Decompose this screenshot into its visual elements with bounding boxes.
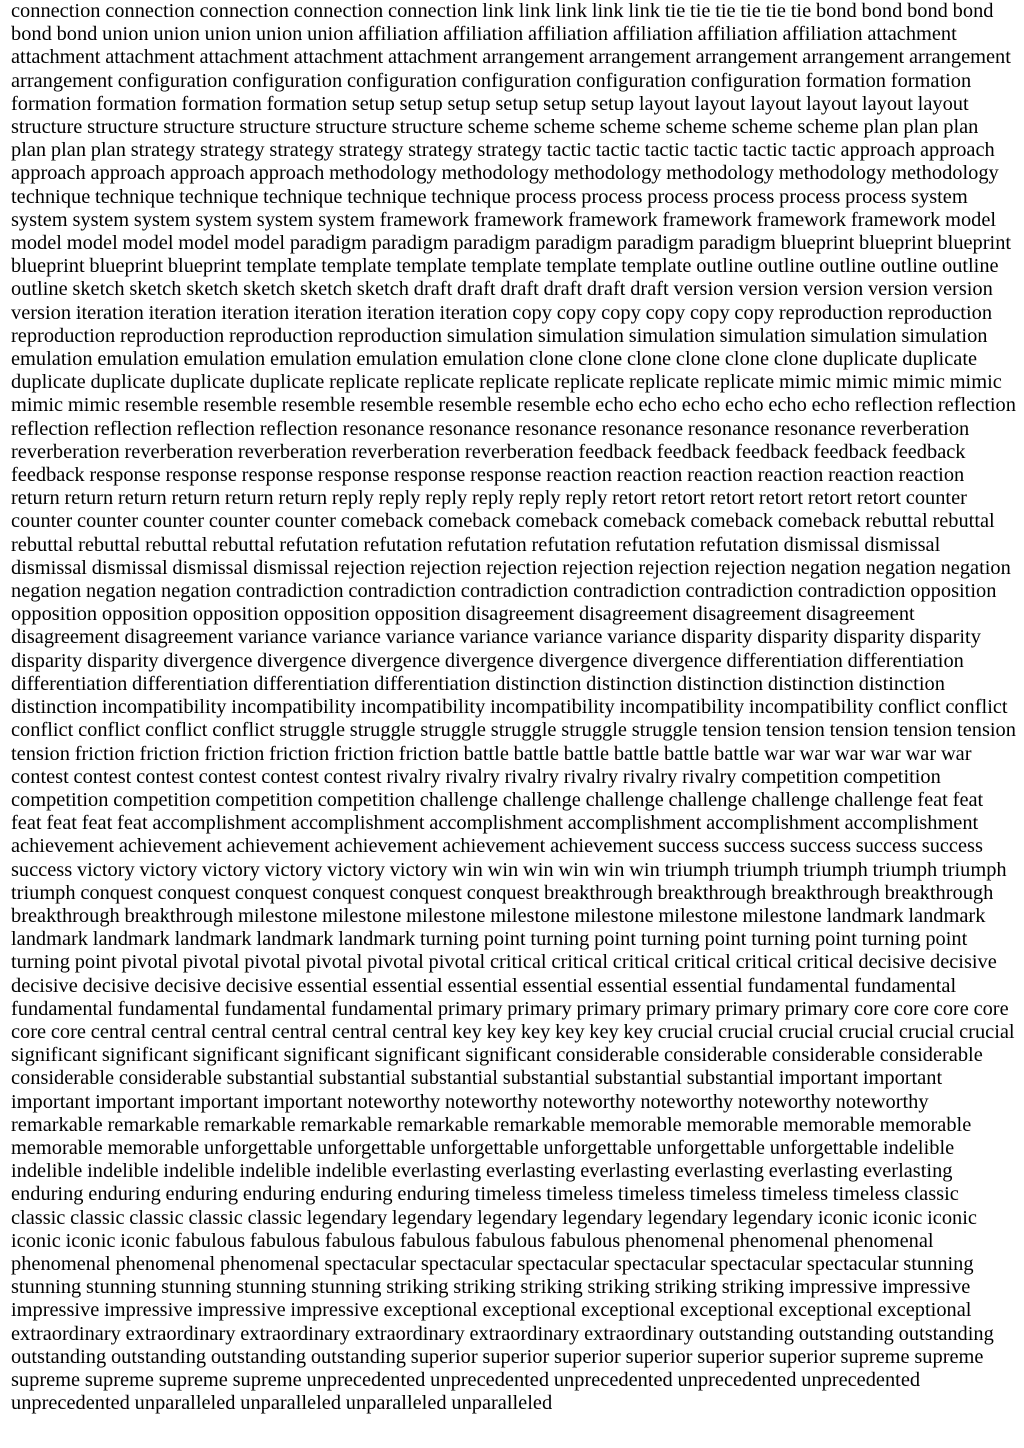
body-text: connection connection connection connection connection link link link link link tie tie tie tie tie tie bond bond bond bond bond bond union union union union union affiliation affiliation affiliation affiliation affiliation affiliation attachment attachment attachment attachment attachment attachment arrangement arrangement arrangement arrangement arrangement arrangement configuration configuration configuration configuration configuration configuration formation formation formation formation formation formation setup setup setup setup setup setup layout layout layout layout layout layout structure structure structure structure structure structure scheme scheme scheme scheme scheme scheme plan plan plan plan plan plan strategy strategy strategy strategy strategy strategy tactic tactic tactic tactic tactic tactic approach approach approach approach approach approach methodology methodology methodology methodology methodology methodology technique technique technique technique technique technique process process process process process process system system system system system system system framework framework framework framework framework framework model model model model model model paradigm paradigm paradigm paradigm paradigm paradigm blueprint blueprint blueprint blueprint blueprint blueprint template template template template template template outline outline outline outline outline outline sketch sketch sketch sketch sketch sketch draft draft draft draft draft draft version version version version version version iteration iteration iteration iteration iteration iteration copy copy copy copy copy copy reproduction reproduction reproduction reproduction reproduction reproduction simulation simulation simulation simulation simulation simulation emulation emulation emulation emulation emulation emulation clone clone clone clone clone clone duplicate duplicate duplicate duplicate duplicate duplicate replicate replicate replicate replicate replicate replicate mimic mimic mimic mimic mimic mimic resemble resemble resemble resemble resemble resemble echo echo echo echo echo echo reflection reflection reflection reflection reflection reflection resonance resonance resonance resonance resonance resonance reverberation reverberation reverberation reverberation reverberation reverberation feedback feedback feedback feedback feedback feedback response response response response response response reaction reaction reaction reaction reaction reaction return return return return return return reply reply reply reply reply reply retort retort retort retort retort retort counter counter counter counter counter counter comeback comeback comeback comeback comeback comeback rebuttal rebuttal rebuttal rebuttal rebuttal rebuttal refutation refutation refutation refutation refutation refutation dismissal dismissal dismissal dismissal dismissal dismissal rejection rejection rejection rejection rejection rejection negation negation negation negation negation negation contradiction contradiction contradiction contradiction contradiction contradiction opposition opposition opposition opposition opposition opposition disagreement disagreement disagreement disagreement disagreement disagreement variance variance variance variance variance variance disparity disparity disparity disparity disparity disparity divergence divergence divergence divergence divergence divergence differentiation differentiation differentiation differentiation differentiation differentiation distinction distinction distinction distinction distinction distinction incompatibility incompatibility incompatibility incompatibility incompatibility incompatibility conflict conflict conflict conflict conflict conflict struggle struggle struggle struggle struggle struggle tension tension tension tension tension tension friction friction friction friction friction friction battle battle battle battle battle battle war war war war war war contest contest contest contest contest contest rivalry rivalry rivalry rivalry rivalry rivalry competition competition competition competition competition competition challenge challenge challenge challenge challenge challenge feat feat feat feat feat feat accomplishment accomplishment accomplishment accomplishment accomplishment accomplishment achievement achievement achievement achievement achievement achievement success success success success success success victory victory victory victory victory victory win win win win win win triumph triumph triumph triumph triumph triumph conquest conquest conquest conquest conquest conquest breakthrough breakthrough breakthrough breakthrough breakthrough breakthrough milestone milestone milestone milestone milestone milestone milestone landmark landmark landmark landmark landmark landmark landmark turning point turning point turning point turning point turning point turning point pivotal pivotal pivotal pivotal pivotal pivotal critical critical critical critical critical critical decisive decisive decisive decisive decisive decisive essential essential essential essential essential essential fundamental fundamental fundamental fundamental fundamental fundamental primary primary primary primary primary primary core core core core core core central central central central central central key key key key key key crucial crucial crucial crucial crucial crucial significant significant significant significant significant significant considerable considerable considerable considerable considerable considerable substantial substantial substantial substantial substantial substantial important important important important important important noteworthy noteworthy noteworthy noteworthy noteworthy noteworthy remarkable remarkable remarkable remarkable remarkable remarkable memorable memorable memorable memorable memorable memorable unforgettable unforgettable unforgettable unforgettable unforgettable unforgettable indelible indelible indelible indelible indelible indelible everlasting everlasting everlasting everlasting everlasting everlasting enduring enduring enduring enduring enduring enduring timeless timeless timeless timeless timeless timeless classic classic classic classic classic classic legendary legendary legendary legendary legendary legendary iconic iconic iconic iconic iconic iconic fabulous fabulous fabulous fabulous fabulous fabulous phenomenal phenomenal phenomenal phenomenal phenomenal phenomenal spectacular spectacular spectacular spectacular spectacular spectacular stunning stunning stunning stunning stunning stunning striking striking striking striking striking striking impressive impressive impressive impressive impressive impressive exceptional exceptional exceptional exceptional exceptional exceptional extraordinary extraordinary extraordinary extraordinary extraordinary extraordinary outstanding outstanding outstanding outstanding outstanding outstanding outstanding superior superior superior superior superior superior supreme supreme supreme supreme supreme supreme unprecedented unprecedented unprecedented unprecedented unprecedented unprecedented unparalleled unparalleled unparalleled unparalleled — [11, 0, 1016, 1415]
